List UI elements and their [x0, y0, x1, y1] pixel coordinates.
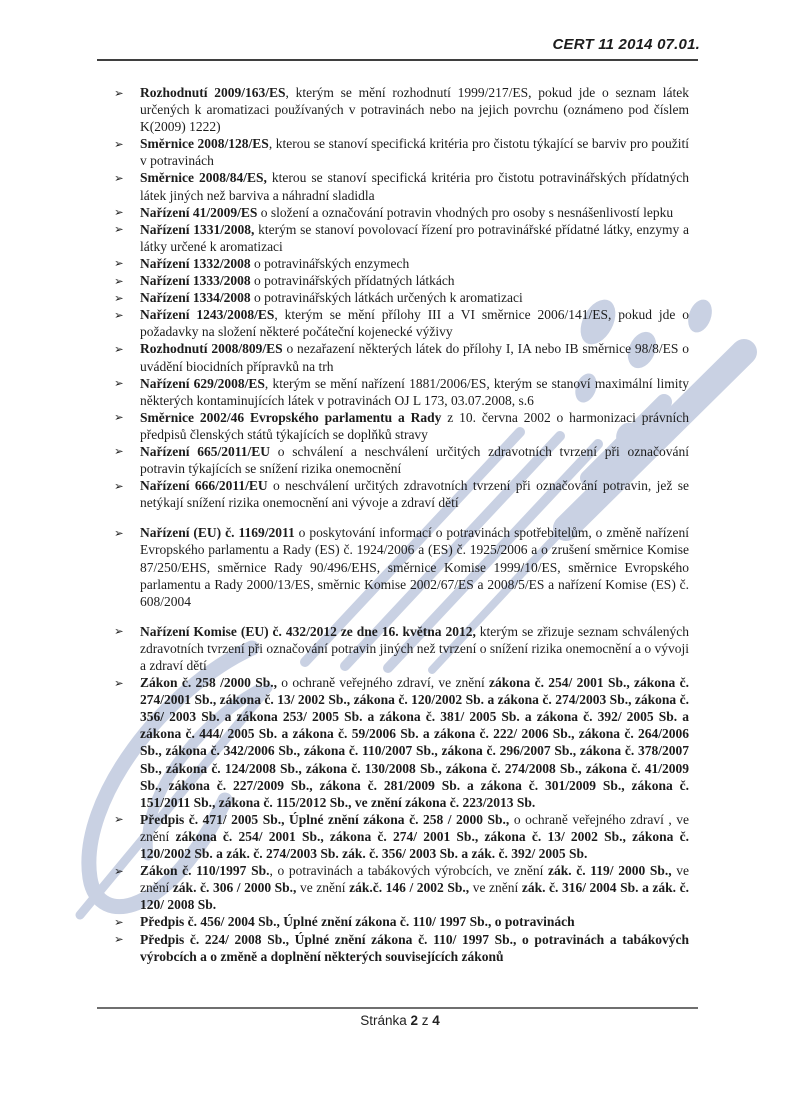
- list-item-text: Směrnice 2008/128/ES, kterou se stanoví specifická kritéria pro čistotu týkající se barviv pro použití v potravinách: [140, 136, 689, 169]
- list-item: [112, 477, 689, 511]
- list-item-text: Nařízení 665/2011/EU o schválení a neschválení určitých zdravotních tvrzení při označování potravin týkajících se snížení rizika onemocnění: [140, 443, 689, 477]
- list-item: [112, 169, 689, 203]
- bullet-arrow-icon: ➢: [114, 410, 124, 425]
- list-item: [112, 255, 689, 272]
- bullet-arrow-icon: ➢: [114, 205, 124, 220]
- list-item: [112, 204, 689, 221]
- list-item-text: Směrnice 2008/84/ES, kterou se stanoví specifická kritéria pro čistotu potravinářských přídatných látek jiných než barviva a náhradní sladidla: [140, 170, 689, 203]
- page-label: Stránka: [360, 1013, 407, 1028]
- bullet-arrow-icon: ➢: [114, 290, 124, 305]
- bullet-arrow-icon: ➢: [114, 932, 124, 946]
- list-item-text: Zákon č. 258 /2000 Sb., o ochraně veřejného zdraví, ve znění zákona č. 254/ 2001 Sb., zákona č. 274/2001 Sb., zákona č. 13/ 2002 Sb., zákona č. 120/2002 Sb. a zákona č. 274/2003 Sb., zákona č. 356/ 2003 Sb. a zákona 253/ 2005 Sb. a zákona č. 381/ 2005 Sb. a zákona č. 392/ 2005 Sb. a zákona č. 444/ 2005 Sb. a zákona č. 59/2006 Sb. a zákona č. 222/ 2006 Sb., zákona č. 264/2006 Sb., zákona č. 342/2006 Sb., zákona č. 110/2007 Sb., zákona č. 296/2007 Sb., zákona č. 378/2007 Sb., zákona č. 124/2008 Sb., zákona č. 130/2008 Sb., zákona č. 274/2008 Sb., zákona č. 41/2009 Sb., zákona č. 227/2009 Sb., zákona č. 281/2009 Sb. a zákona č. 301/2009 Sb., zákona č. 151/2011 Sb., zákona č. 115/2012 Sb., ve znění zákona č. 223/2013 Sb.: [140, 675, 690, 810]
- list-item-text: Nařízení 41/2009/ES o složení a označování potravin vhodných pro osoby s nesnášenlivostí lepku: [140, 204, 674, 220]
- bullet-arrow-icon: ➢: [114, 222, 124, 237]
- bullet-arrow-icon: ➢: [114, 675, 124, 690]
- list-item-text: Nařízení (EU) č. 1169/2011 o poskytování informací o potravinách spotřebitelům, o změně nařízení Evropského parlamentu a Rady (ES) č. 1924/2006 a (ES) č. 1925/2006 a o zrušení směrnice Komise 87/250/EHS, směrnice Rady 90/496/EHS, směrnice Komise 1999/10/ES, směrnice Evropského parlamentu a Rady 2000/13/ES, směrnic Komise 2002/67/ES a 2008/5/ES a nařízení Komise (ES) č. 608/2004: [140, 525, 689, 609]
- regulation-list: [112, 84, 689, 965]
- bullet-arrow-icon: ➢: [114, 256, 124, 271]
- bullet-arrow-icon: ➢: [114, 863, 124, 878]
- bullet-arrow-icon: ➢: [114, 170, 124, 185]
- list-item-text: Nařízení 1243/2008/ES, kterým se mění přílohy III a VI směrnice 2006/141/ES, pokud jde o požadavky na složení některé počáteční kojenecké výživy: [140, 307, 689, 340]
- list-item-text: Předpis č. 224/ 2008 Sb., Úplné znění zákona č. 110/ 1997 Sb., o potravinách a tabákových výrobcích a o změně a doplnění některých souvisejících zákonů: [140, 931, 689, 964]
- list-item: [112, 375, 689, 409]
- bullet-arrow-icon: ➢: [114, 624, 124, 639]
- list-item: [112, 306, 689, 340]
- list-item: [112, 913, 689, 930]
- list-item-text: Nařízení 1331/2008, kterým se stanoví povolovací řízení pro potravinářské přídatné látky, enzymy a látky určené k aromatizaci: [140, 221, 689, 254]
- list-item-text: Nařízení 1333/2008 o potravinářských přídatných látkách: [140, 273, 455, 289]
- list-item-text: Nařízení Komise (EU) č. 432/2012 ze dne 16. května 2012, kterým se zřizuje seznam schválených zdravotních tvrzení při označování potravin jiných než tvrzení o snížení rizika onemocnění a o vývoji a zdraví dětí: [140, 623, 689, 673]
- list-item-text: Směrnice 2002/46 Evropského parlamentu a Rady z 10. června 2002 o harmonizaci právních předpisů členských států týkajících se doplňků stravy: [140, 409, 689, 442]
- bullet-arrow-icon: ➢: [114, 307, 124, 322]
- bullet-arrow-icon: ➢: [114, 812, 124, 827]
- list-item-text: Zákon č. 110/1997 Sb., o potravinách a tabákových výrobcích, ve znění zák. č. 119/ 2000 Sb., ve znění zák. č. 306 / 2000 Sb., ve znění zák.č. 146 / 2002 Sb., ve znění zák. č. 316/ 2004 Sb. a zák. č. 120/ 2008 Sb.: [140, 863, 689, 913]
- bullet-arrow-icon: ➢: [114, 478, 124, 493]
- list-item: [112, 135, 689, 169]
- list-item: [112, 623, 689, 674]
- page-of-label: z: [421, 1013, 429, 1028]
- list-item: [112, 443, 689, 477]
- bullet-arrow-icon: ➢: [114, 444, 124, 459]
- bullet-arrow-icon: ➢: [114, 136, 124, 151]
- list-item: [112, 289, 689, 306]
- bullet-arrow-icon: ➢: [114, 341, 124, 356]
- list-item: [112, 931, 689, 965]
- list-item: [112, 409, 689, 443]
- list-item-text: Předpis č. 471/ 2005 Sb., Úplné znění zákona č. 258 / 2000 Sb., o ochraně veřejného zdraví , ve znění zákona č. 254/ 2001 Sb., zákona č. 274/ 2001 Sb., zákona č. 13/ 2002 Sb., zákona č. 120/2002 Sb. a zák. č. 274/2003 Sb. zák. č. 356/ 2003 Sb. a zák. č. 392/ 2005 Sb.: [140, 811, 689, 862]
- list-item-text: Nařízení 1334/2008 o potravinářských látkách určených k aromatizaci: [140, 290, 523, 306]
- list-item-text: Rozhodnutí 2008/809/ES o nezařazení některých látek do přílohy I, IA nebo IB směrnice 98/8/ES o uvádění biocidních přípravků na trh: [140, 341, 689, 374]
- list-item: [112, 272, 689, 289]
- list-item-text: Předpis č. 456/ 2004 Sb., Úplné znění zákona č. 110/ 1997 Sb., o potravinách: [140, 914, 575, 930]
- list-item: [112, 862, 689, 913]
- list-item-text: Nařízení 666/2011/EU o neschválení určitých zdravotních tvrzení při označování potravin, jež se netýkají snížení rizika onemocnění ani vývoje a zdraví dětí: [140, 478, 690, 511]
- bullet-arrow-icon: ➢: [114, 525, 124, 540]
- list-item-text: Nařízení 629/2008/ES, kterým se mění nařízení 1881/2006/ES, kterým se stanoví maximální limity některých kontaminujících látek v potravinách OJ L 173, 03.07.2008, s.6: [140, 375, 689, 408]
- list-item: [112, 340, 689, 374]
- bullet-arrow-icon: ➢: [114, 273, 124, 288]
- document-code: CERT 11 2014 07.01.: [552, 36, 700, 53]
- header-rule: [97, 59, 698, 61]
- page-number-current: 2: [410, 1013, 418, 1028]
- page-number: [0, 1013, 800, 1028]
- page-number-total: 4: [432, 1013, 440, 1028]
- list-item: [112, 524, 689, 609]
- footer-rule: [97, 1007, 698, 1009]
- list-item: [112, 811, 689, 862]
- list-item: [112, 221, 689, 255]
- list-item-text: Rozhodnutí 2009/163/ES, kterým se mění rozhodnutí 1999/217/ES, pokud jde o seznam látek určených k aromatizaci používaných v potravinách nebo na jejich povrchu (oznámeno pod číslem K(2009) 1222): [140, 85, 689, 135]
- list-item-text: Nařízení 1332/2008 o potravinářských enzymech: [140, 255, 410, 271]
- bullet-arrow-icon: ➢: [114, 376, 124, 391]
- list-item: [112, 84, 689, 135]
- bullet-arrow-icon: ➢: [114, 914, 124, 929]
- list-item: [112, 674, 689, 811]
- bullet-arrow-icon: ➢: [114, 85, 124, 100]
